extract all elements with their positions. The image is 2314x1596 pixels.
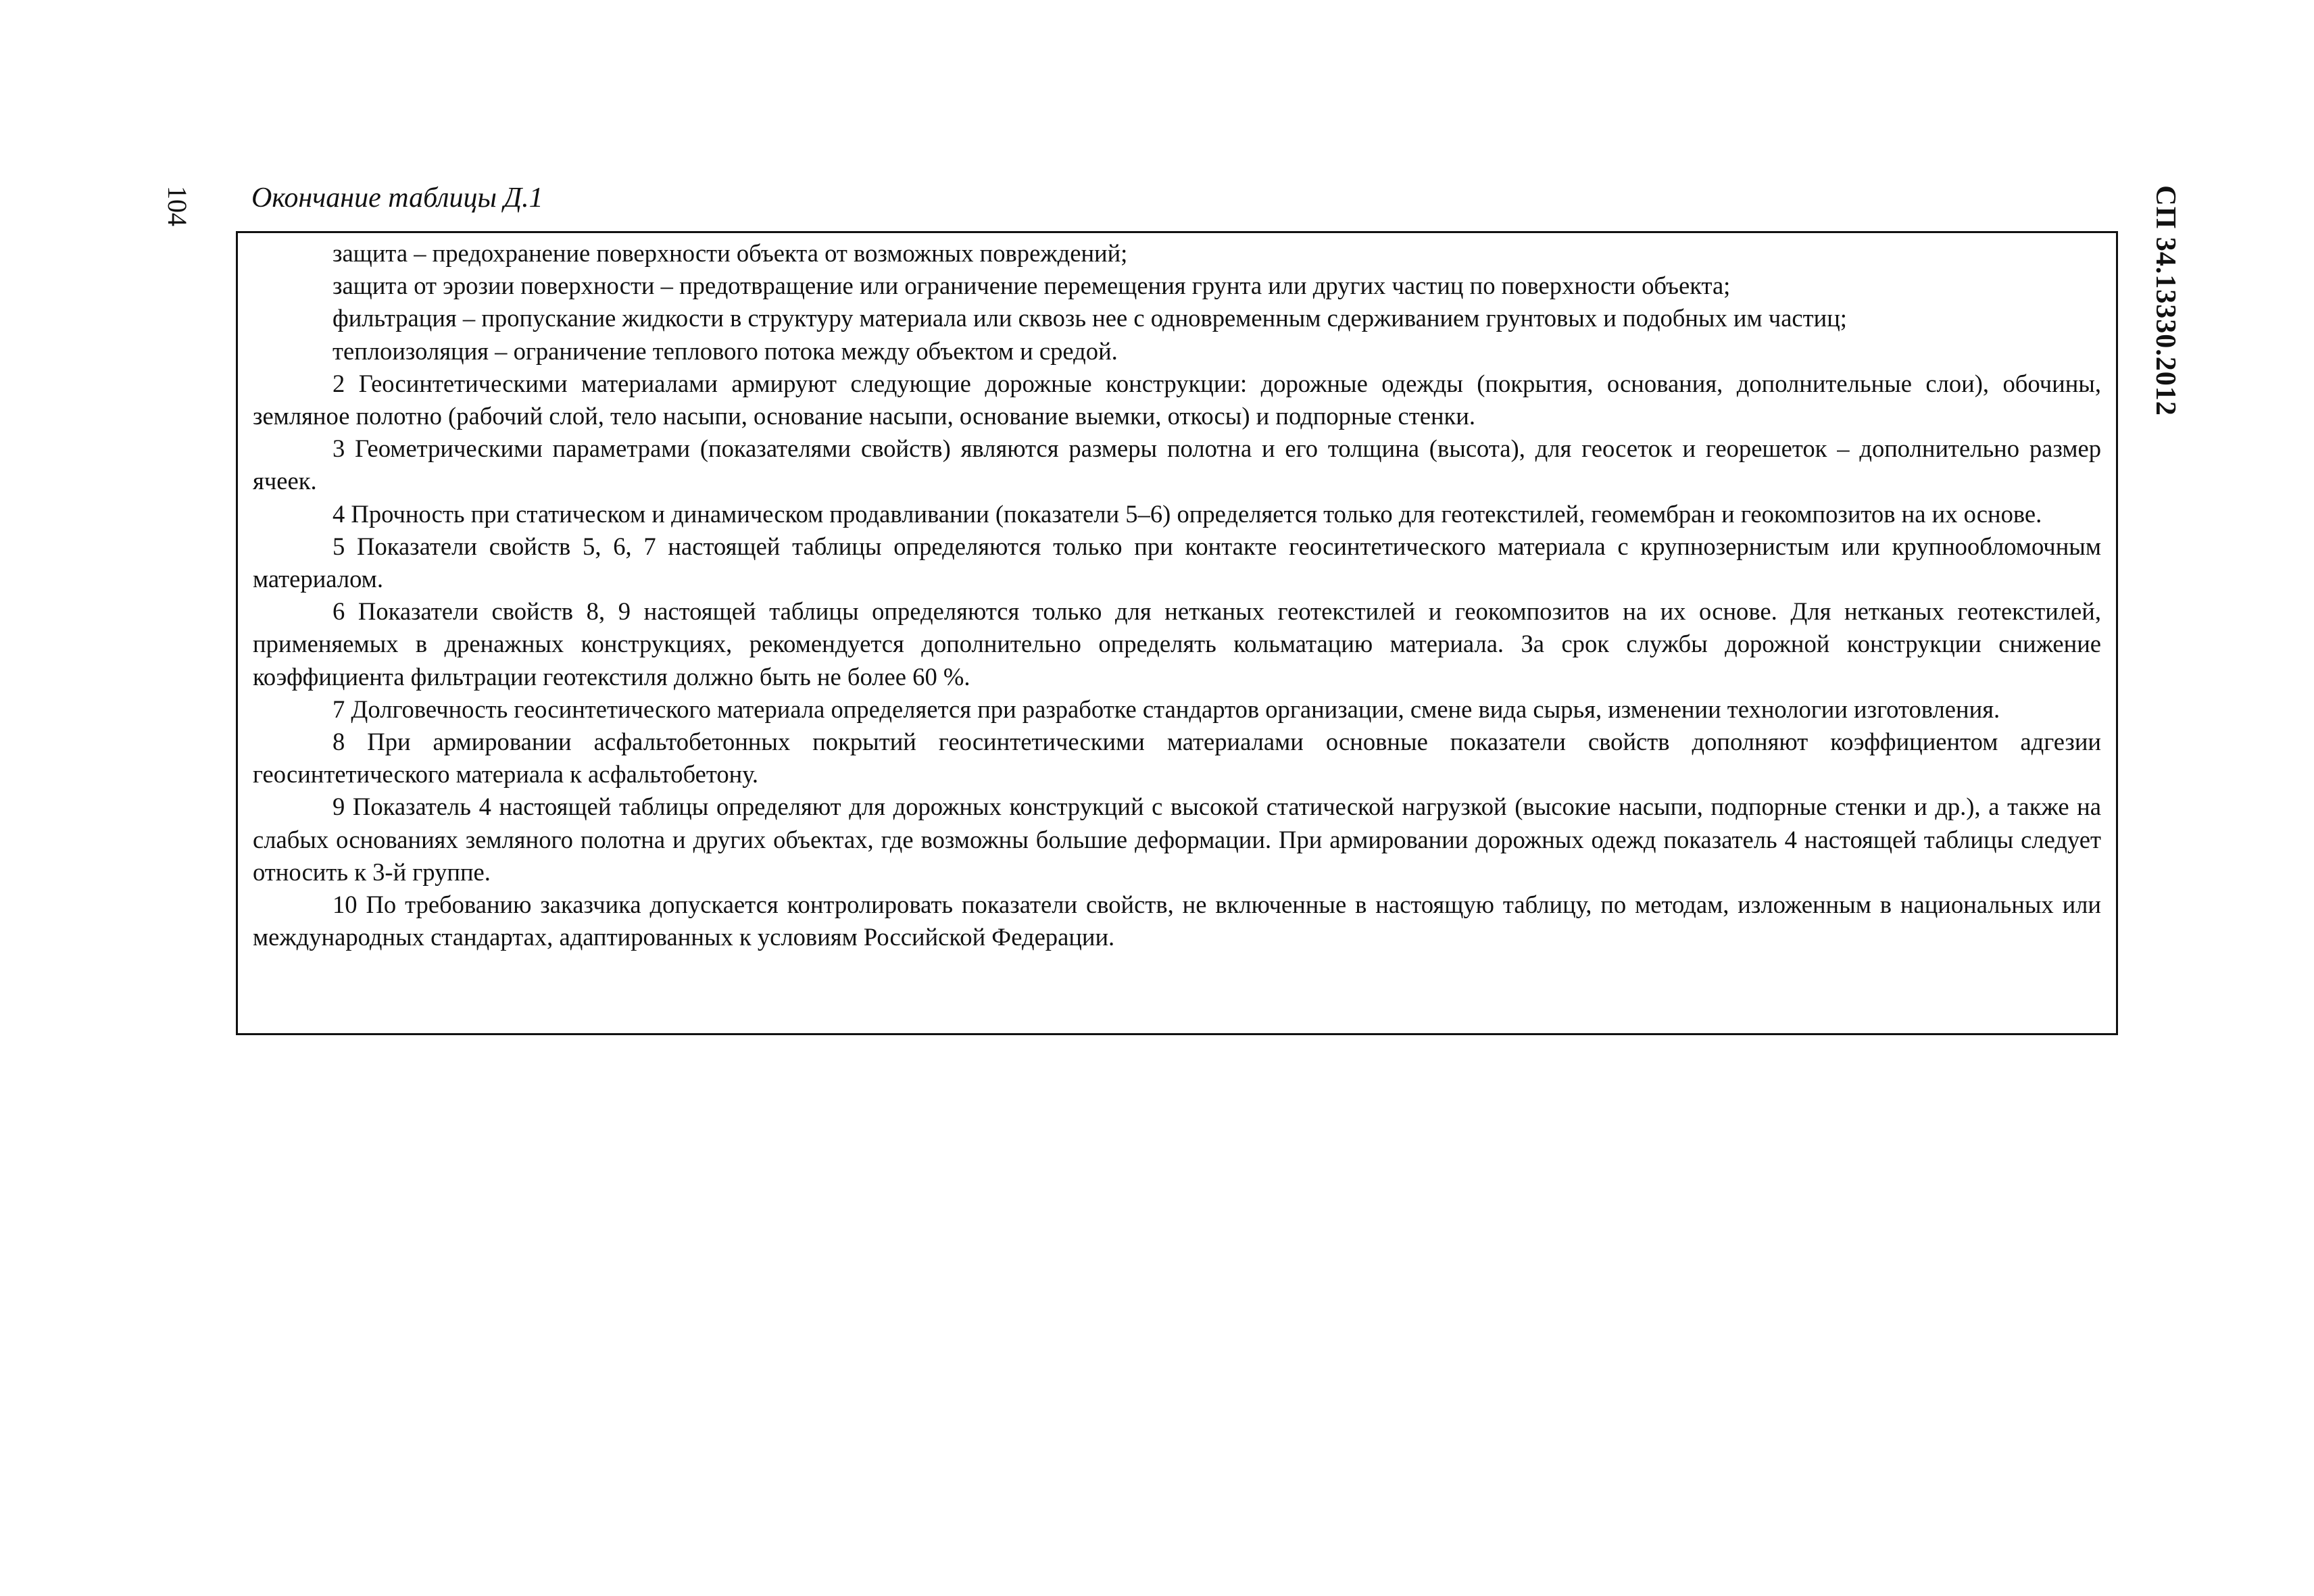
note-9: 9 Показатель 4 настоящей таблицы определяют для дорожных конструкций с высокой статической нагрузкой (высокие насыпи, подпорные стенки и др.), а также на слабых основаниях земляного полотна и других объектах, где возможны большие деформации. При армировании дорожных одежд показатель 4 настоящей таблицы следует относить к 3-й группе. (253, 793, 2101, 886)
note-5: 5 Показатели свойств 5, 6, 7 настоящей таблицы определяются только при контакте геосинтетического материала с крупнозернистым или крупнообломочным материалом. (253, 532, 2101, 593)
note-8: 8 При армировании асфальтобетонных покрытий геосинтетическими материалами основные показатели свойств дополняют коэффициентом адгезии геосинтетического материала к асфальтобетону. (253, 728, 2101, 789)
definition-thermal-insulation: теплоизоляция – ограничение теплового потока между объектом и средой. (333, 336, 1118, 365)
document-code: СП 34.13330.2012 (2150, 185, 2181, 416)
note-6: 6 Показатели свойств 8, 9 настоящей таблицы определяются только для нетканых геотекстилей и геокомпозитов на их основе. Для нетканых геотекстилей, применяемых в дренажных конструкциях, рекомендуется дополнительно определять кольматацию материала. За срок службы дорожной конструкции снижение коэффициента фильтрации геотекстиля должно быть не более 60 %. (253, 597, 2101, 691)
note-7: 7 Долговечность геосинтетического материала определяется при разработке стандартов организации, смене вида сырья, изменении технологии изготовления. (333, 695, 2000, 723)
table-caption: Окончание таблицы Д.1 (251, 182, 543, 214)
definition-protection: защита – предохранение поверхности объекта от возможных повреждений; (333, 239, 1128, 267)
definition-filtration: фильтрация – пропускание жидкости в структуру материала или сквозь нее с одновременным сдерживанием грунтовых и подобных им частиц; (333, 304, 1847, 332)
note-2: 2 Геосинтетическими материалами армируют следующие дорожные конструкции: дорожные одежды (покрытия, основания, дополнительные слои), обочины, земляное полотно (рабочий слой, тело насыпи, основание насыпи, основание выемки, откосы) и подпорные стенки. (253, 369, 2101, 430)
definition-erosion-protection: защита от эрозии поверхности – предотвращение или ограничение перемещения грунта или других частиц по поверхности объекта; (333, 272, 1731, 300)
table-notes-box (236, 231, 2118, 1035)
note-4: 4 Прочность при статическом и динамическом продавливании (показатели 5–6) определяется только для геотекстилей, геомембран и геокомпозитов на их основе. (333, 499, 2042, 528)
page-number: 104 (162, 186, 193, 226)
note-10: 10 По требованию заказчика допускается контролировать показатели свойств, не включенные в настоящую таблицу, по методам, изложенным в национальных или международных стандартах, адаптированных к условиям Российской Федерации. (253, 891, 2101, 951)
note-3: 3 Геометрическими параметрами (показателями свойств) являются размеры полотна и его толщина (высота), для геосеток и георешеток – дополнительно размер ячеек. (253, 434, 2101, 495)
